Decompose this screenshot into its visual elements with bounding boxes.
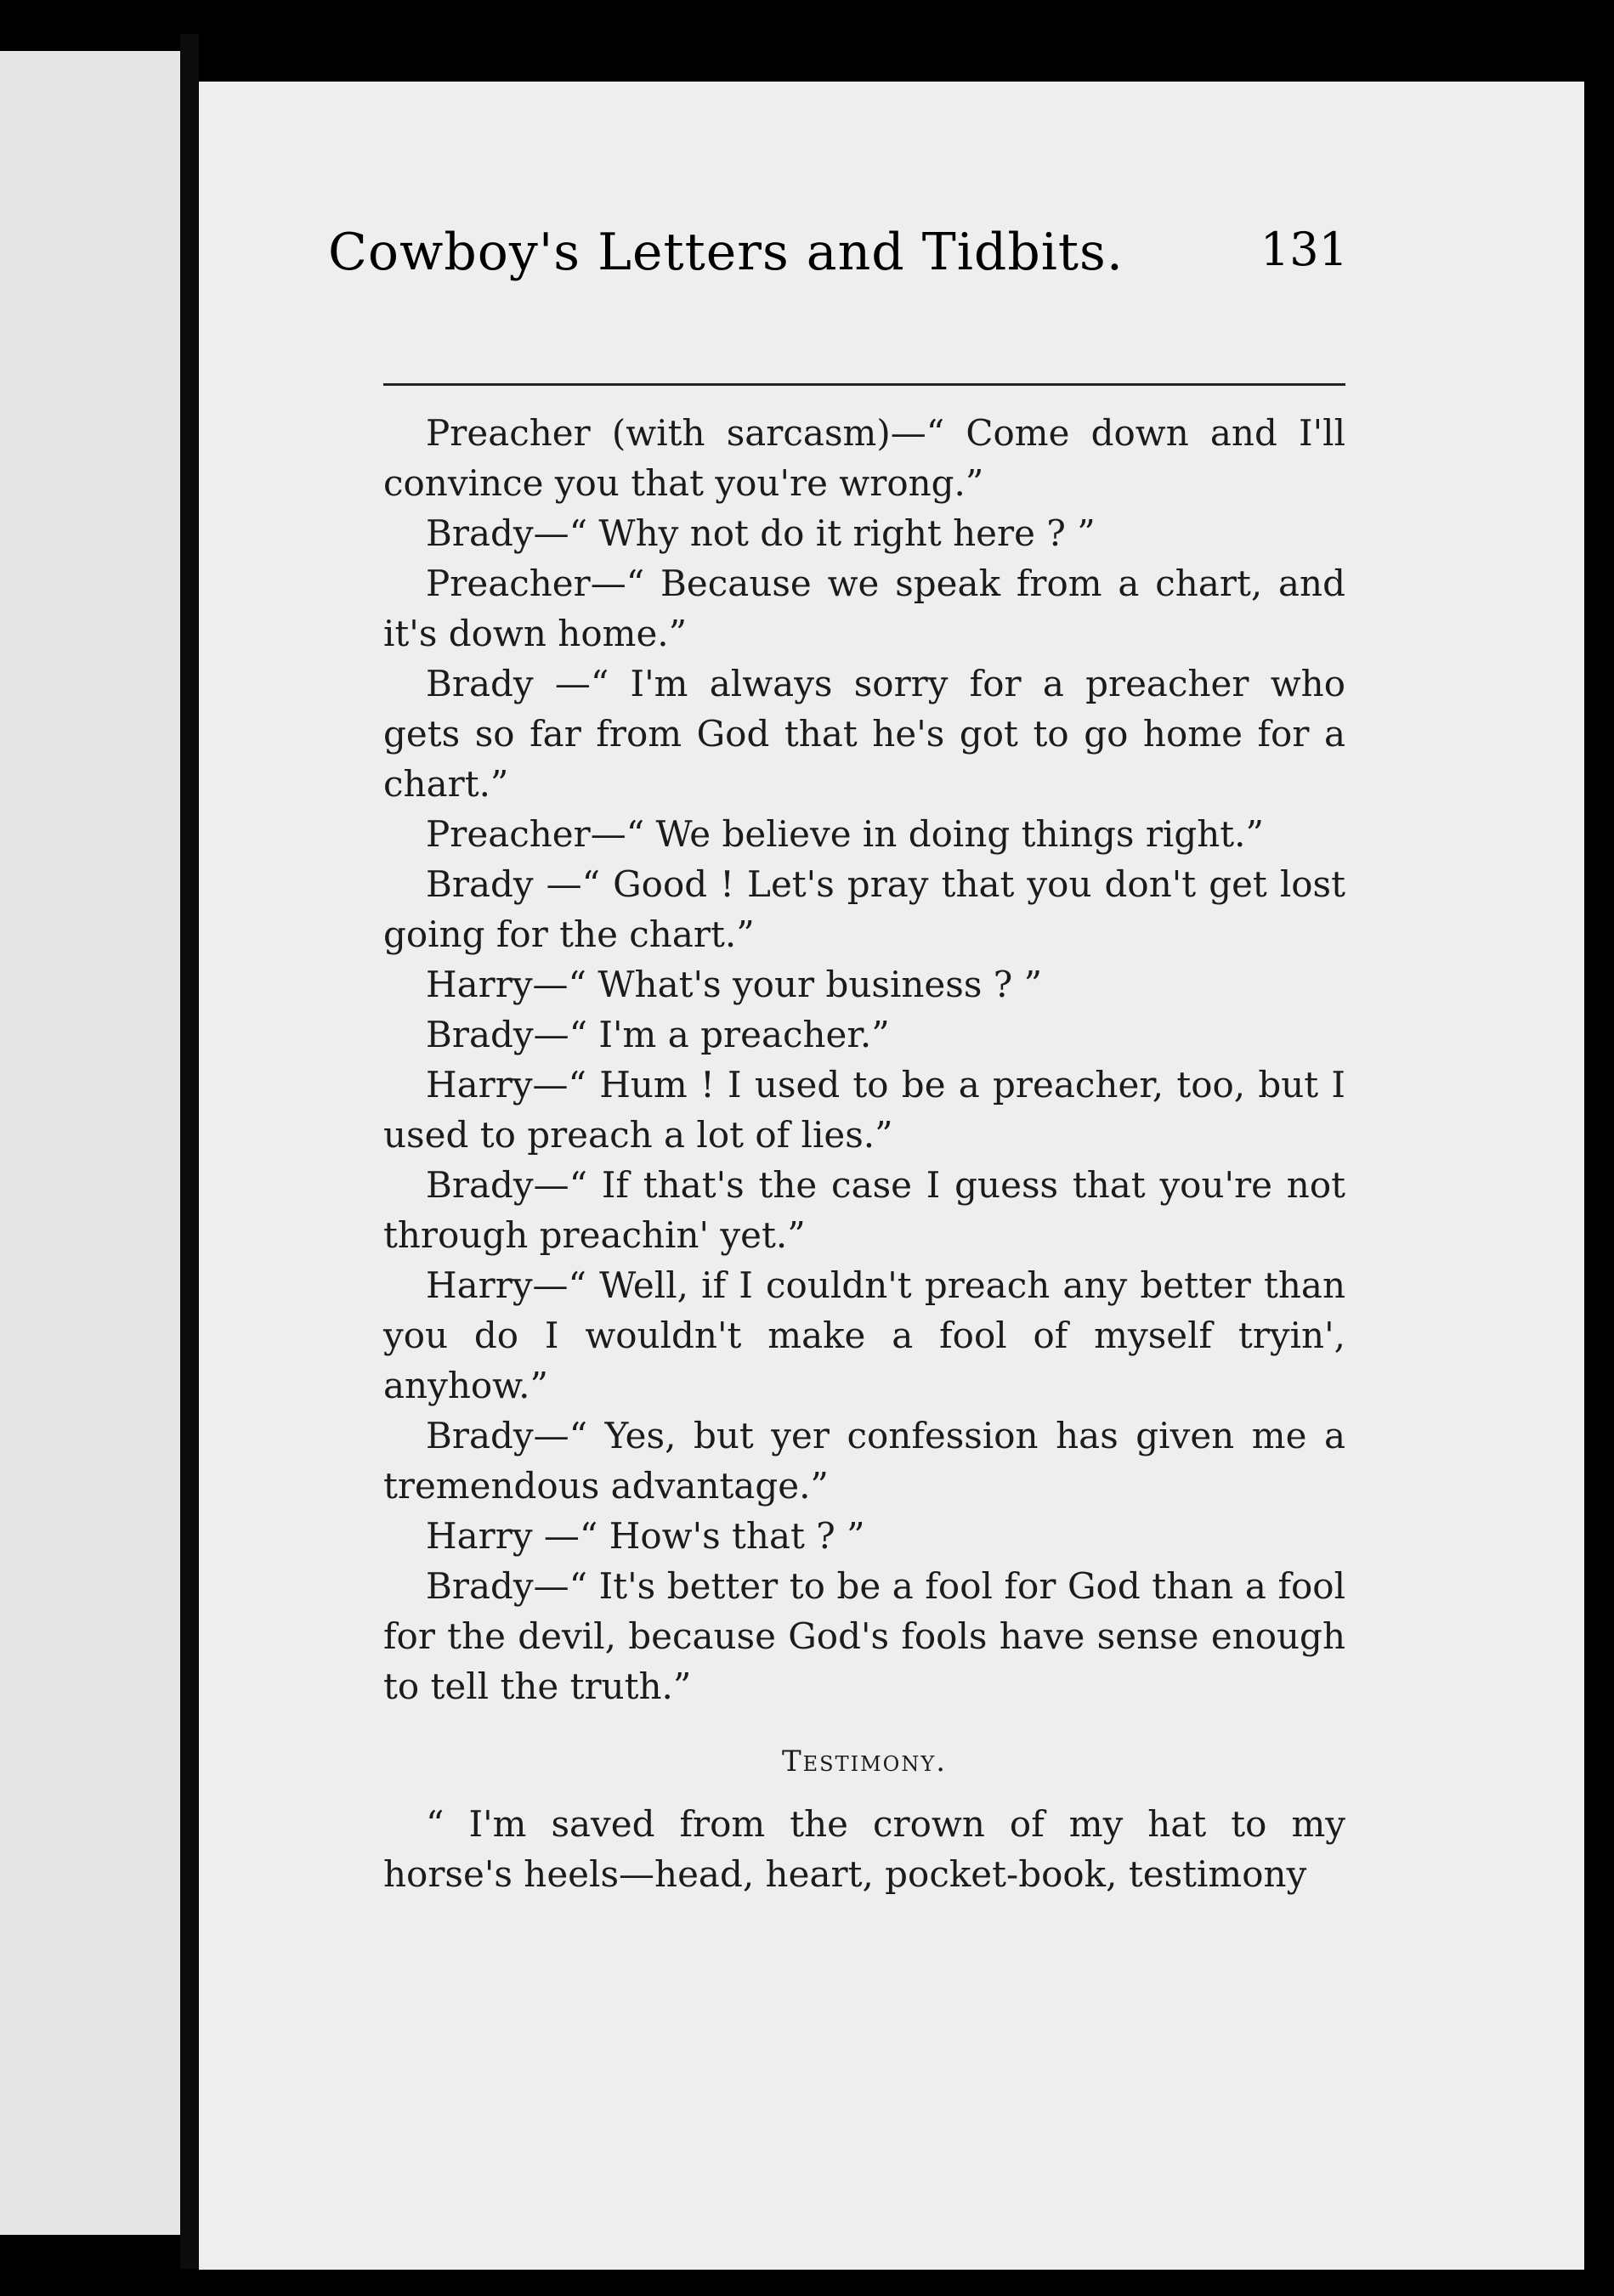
paragraph: Brady —“ I'm always sorry for a preacher who gets so far from God that he's got to go home for a chart.” [383, 663, 1345, 805]
page-body [383, 408, 1345, 1899]
page-number: 131 [1260, 223, 1348, 276]
header-rule [383, 383, 1345, 386]
paragraph: Preacher—“ We believe in doing things right.” [426, 813, 1264, 855]
paragraph: Brady —“ Good ! Let's pray that you don't get lost going for the chart.” [383, 863, 1345, 955]
paragraph: Preacher (with sarcasm)—“ Come down and I'll convince you that you're wrong.” [383, 412, 1345, 504]
facing-page-edge [0, 51, 180, 2235]
paragraph: Harry—“ What's your business ? ” [426, 964, 1043, 1005]
paragraph: Harry —“ How's that ? ” [426, 1515, 865, 1557]
paragraph: Brady—“ Yes, but yer confession has given me a tremendous advantage.” [383, 1415, 1345, 1507]
paragraph: Harry—“ Well, if I couldn't preach any better than you do I wouldn't make a fool of myself tryin', anyhow.” [383, 1264, 1345, 1406]
page-gutter [180, 34, 199, 2269]
running-head [328, 223, 1348, 308]
section-heading: Testimony. [781, 1745, 948, 1779]
running-title: Cowboy's Letters and Tidbits. [328, 223, 1124, 282]
paragraph: Brady—“ It's better to be a fool for God than a fool for the devil, because God's fools have sense enough to tell the truth.” [383, 1565, 1345, 1707]
paragraph: “ I'm saved from the crown of my hat to my horse's heels—head, heart, pocket-book, testimony [383, 1803, 1345, 1895]
paragraph: Brady—“ If that's the case I guess that you're not through preachin' yet.” [383, 1164, 1345, 1256]
paragraph: Preacher—“ Because we speak from a chart, and it's down home.” [383, 563, 1345, 654]
paragraph: Brady—“ Why not do it right here ? ” [426, 512, 1096, 554]
paragraph: Brady—“ I'm a preacher.” [426, 1014, 890, 1055]
paragraph: Harry—“ Hum ! I used to be a preacher, too, but I used to preach a lot of lies.” [383, 1064, 1345, 1156]
